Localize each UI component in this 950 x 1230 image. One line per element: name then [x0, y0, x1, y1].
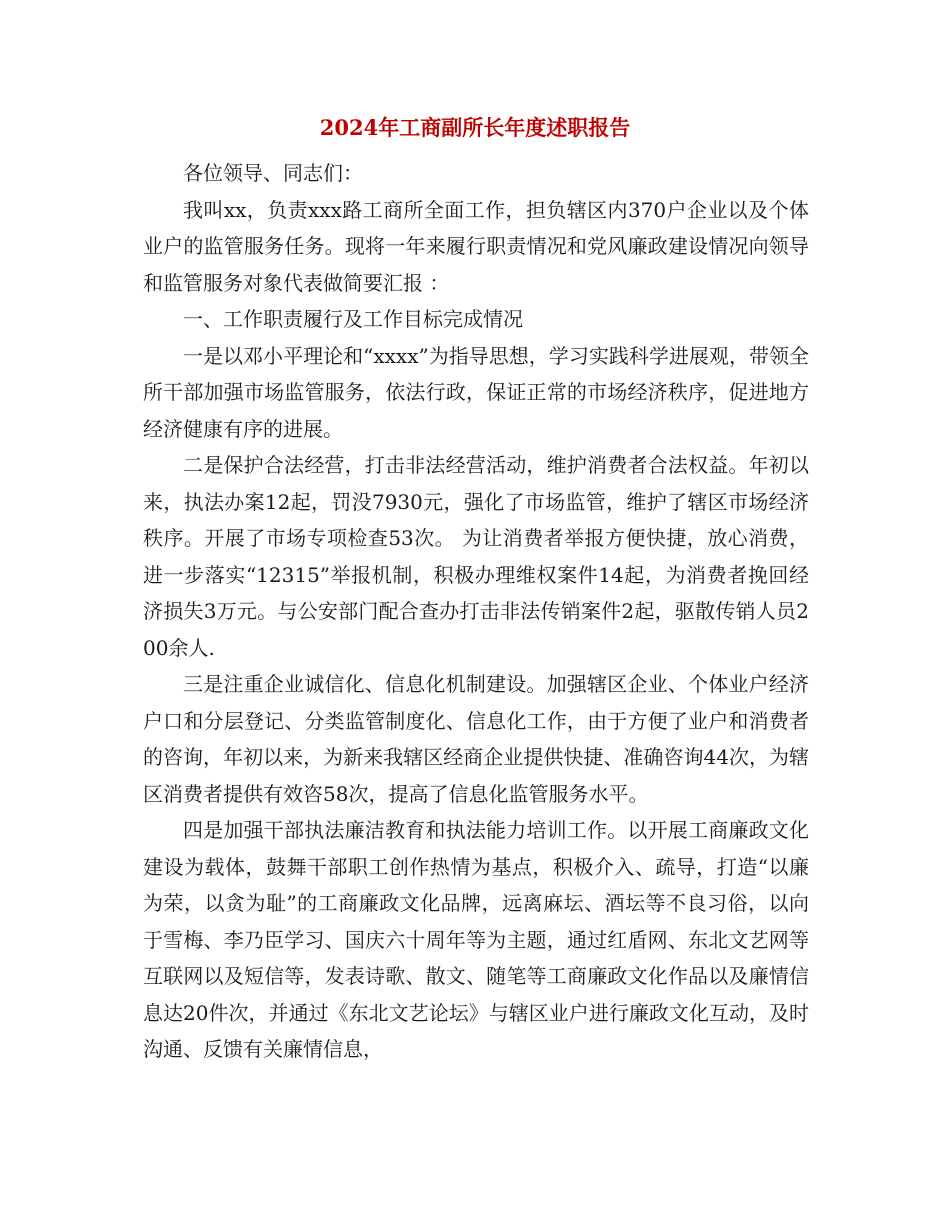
paragraph-salutation: 各位领导、同志们：	[183, 161, 363, 185]
document-body	[143, 155, 809, 1068]
paragraph-introduction: 我叫xx，负责xxx路工商所全面工作，担负辖区内370户企业以及个体业户的监管服务任务。现将一年来履行职责情况和党风廉政建设情况向领导和监管服务对象代表做简要汇报 ：	[143, 197, 809, 295]
section-heading-1: 一、工作职责履行及工作目标完成情况	[183, 307, 523, 331]
paragraph-point-3: 三是注重企业诚信化、信息化机制建设。加强辖区企业、个体业户经济户口和分层登记、分类监管制度化、信息化工作，由于方便了业户和消费者的咨询，年初以来，为新来我辖区经商企业提供快捷、准确咨询44次，为辖区消费者提供有效咨58次，提高了信息化监管服务水平。	[143, 672, 809, 806]
paragraph-point-4: 四是加强干部执法廉洁教育和执法能力培训工作。以开展工商廉政文化建设为载体，鼓舞干部职工创作热情为基点，积极介入、疏导，打造“以廉为荣，以贪为耻”的工商廉政文化品牌，远离麻坛、酒坛等不良习俗，以向于雪梅、李乃臣学习、国庆六十周年等为主题，通过红盾网、东北文艺网等互联网以及短信等，发表诗歌、散文、随笔等工商廉政文化作品以及廉情信息达20件次，并通过《东北文艺论坛》与辖区业户进行廉政文化互动，及时沟通、反馈有关廉情信息，	[143, 818, 809, 1061]
paragraph-point-1: 一是以邓小平理论和“xxxx”为指导思想，学习实践科学进展观，带领全所干部加强市场监管服务，依法行政，保证正常的市场经济秩序，促进地方经济健康有序的进展。	[143, 343, 809, 441]
document-title: 2024年工商副所长年度述职报告	[319, 115, 631, 140]
paragraph-point-2: 二是保护合法经营，打击非法经营活动，维护消费者合法权益。年初以来，执法办案12起，罚没7930元，强化了市场监管，维护了辖区市场经济秩序。开展了市场专项检查53次。 为让消费者举报方便快捷，放心消费，进一步落实“12315”举报机制，积极办理维权案件14起，为消费者挽回经济损失3万元。与公安部门配合查办打击非法传销案件2起，驱散传销人员200余人.	[143, 453, 809, 660]
